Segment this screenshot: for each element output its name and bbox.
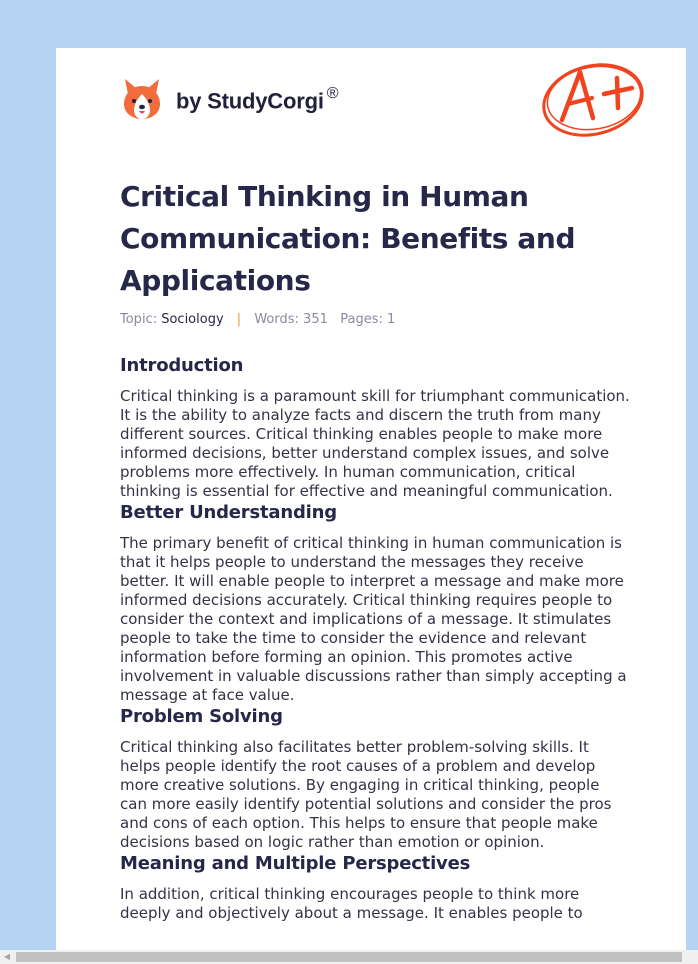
section-meaning-perspectives: [120, 852, 630, 923]
corgi-icon: [122, 76, 162, 120]
words-count: 351: [303, 312, 328, 327]
registered-mark: ®: [326, 85, 339, 103]
meta-separator: |: [236, 312, 242, 327]
section-heading: Introduction: [120, 355, 244, 376]
section-heading: Problem Solving: [120, 706, 283, 727]
pages-label: Pages:: [340, 312, 383, 327]
grade-a-plus-icon: [538, 58, 648, 140]
section-introduction: [120, 354, 630, 501]
scroll-left-icon[interactable]: ◀: [3, 952, 11, 961]
section-paragraph: The primary benefit of critical thinking in human communication is that it helps people to understand the messages they receive better. It will enable people to interpret a message and make more informed decisions accurately. Critical thinking requires people to consider the context and implications of a message. It stimulates people to take the time to consider the evidence and relevant information before forming an opinion. This promotes active involvement in valuable discussions rather than simply accepting a message at face value.: [120, 534, 627, 704]
brand-name: by StudyCorgi ®: [176, 85, 339, 114]
document-page: [56, 48, 686, 950]
scrollbar-thumb[interactable]: [16, 952, 682, 962]
pages-count: 1: [387, 312, 396, 327]
section-heading: Better Understanding: [120, 502, 337, 523]
section-heading: Meaning and Multiple Perspectives: [120, 853, 471, 874]
document-title: Critical Thinking in Human Communication: Benefits and Applications: [120, 180, 576, 297]
horizontal-scrollbar[interactable]: [0, 950, 698, 964]
grade-badge: [538, 58, 648, 144]
document-meta: [120, 312, 395, 327]
topic-label: Topic:: [120, 312, 158, 327]
section-problem-solving: [120, 705, 630, 852]
topic-link[interactable]: Sociology: [161, 312, 224, 327]
words-label: Words:: [254, 312, 299, 327]
document-body: [120, 354, 630, 923]
section-paragraph: In addition, critical thinking encourages people to think more deeply and objectively about a message. It enables people to: [120, 885, 583, 922]
studycorgi-logo[interactable]: [122, 76, 338, 120]
section-better-understanding: [120, 501, 630, 705]
section-paragraph: Critical thinking also facilitates better problem-solving skills. It helps people identify the root causes of a problem and develop more creative solutions. By engaging in critical thinking, people can more easily identify potential solutions and consider the pros and cons of each option. This helps to ensure that people make decisions based on logic rather than emotion or opinion.: [120, 738, 612, 851]
section-paragraph: Critical thinking is a paramount skill for triumphant communication. It is the ability to analyze facts and discern the truth from many different sources. Critical thinking enables people to make more informed decisions, better understand complex issues, and solve problems more effectively. In human communication, critical thinking is essential for effective and meaningful communication.: [120, 387, 630, 500]
